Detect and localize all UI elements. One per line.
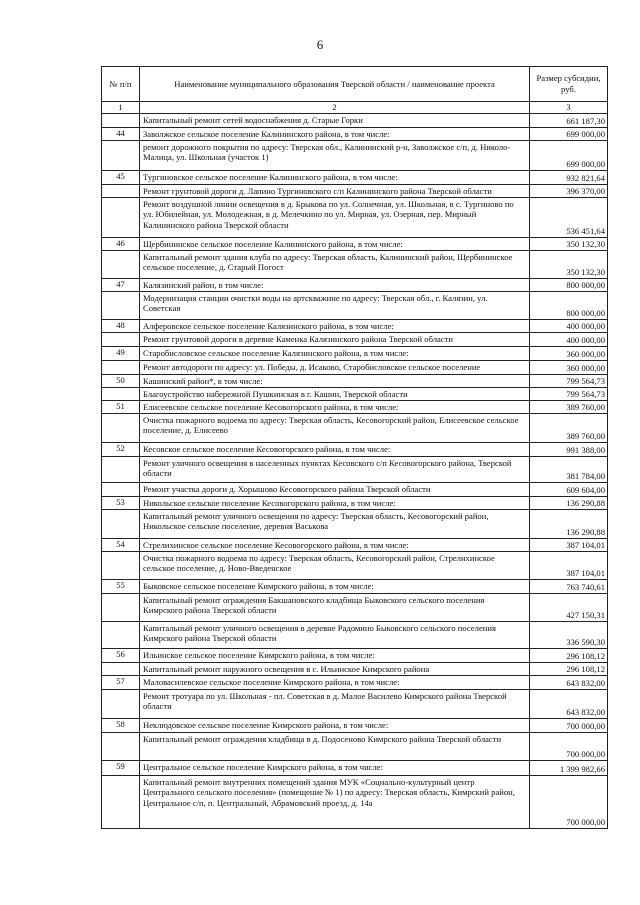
- row-number: 56: [102, 648, 140, 662]
- row-number: [102, 197, 140, 237]
- table-row: [102, 140, 608, 170]
- table-row: [102, 689, 608, 718]
- row-amount: 387 104,01: [530, 551, 608, 579]
- row-name: Капитальный ремонт внутренних помещений здания МУК «Социально-культурный центр Центрального сельского поселения» (помещение № 1) по адресу: Тверская область, Кимрский район, Центральное с/п, п. Центральный, Абрамовский проезд, д. 14а: [140, 775, 530, 828]
- row-name: Капитальный ремонт уличного освещения по адресу: Тверская область, Кесовогорский район, Никольское сельское поселение, деревня Васькова: [140, 509, 530, 538]
- row-name: Елисеевское сельское поселение Кесовогорского района, в том числе:: [140, 400, 530, 413]
- table-row: [102, 127, 608, 140]
- row-number: [102, 184, 140, 197]
- row-name: ремонт дорожного покрытия по адресу: Тверская обл., Калининский р-н, Заволжское с/п, д. Николо-Малица, ул. Школьная (участок 1): [140, 140, 530, 170]
- row-number: 54: [102, 538, 140, 551]
- row-name: Капитальный ремонт наружного освещения в с. Ильинское Кимрского района: [140, 662, 530, 675]
- table-row: [102, 482, 608, 496]
- row-number: [102, 621, 140, 648]
- row-amount: 360 000,00: [530, 360, 608, 374]
- table-row: [102, 775, 608, 828]
- subsidy-table: [101, 66, 608, 829]
- table-row: [102, 442, 608, 456]
- row-amount: 661 187,30: [530, 113, 608, 127]
- row-amount: 360 000,00: [530, 346, 608, 360]
- table-row: [102, 760, 608, 775]
- row-name: Старобисловское сельское поселение Калязинского района, в том числе:: [140, 346, 530, 360]
- row-amount: 932 821,64: [530, 170, 608, 184]
- row-amount: 700 000,00: [530, 732, 608, 760]
- table-index-row: [102, 102, 608, 114]
- row-name: Ремонт грунтовой дороги д. Лапино Тургиновского с/п Калининского района Тверской области: [140, 184, 530, 197]
- row-amount: 699 000,00: [530, 140, 608, 170]
- row-amount: 643 832,00: [530, 689, 608, 718]
- row-amount: 427 150,31: [530, 593, 608, 621]
- row-name: Благоустройство набережной Пушкинская в г. Кашин, Тверской области: [140, 387, 530, 400]
- row-name: Ремонт грунтовой дороги в деревне Каменка Калязинского района Тверской области: [140, 332, 530, 346]
- header-amount: Размер субсидии, руб.: [530, 67, 608, 102]
- row-name: Быковское сельское поселение Кимрского района, в том числе:: [140, 579, 530, 593]
- table-row: [102, 456, 608, 482]
- row-number: [102, 482, 140, 496]
- table-row: [102, 509, 608, 538]
- table-row: [102, 400, 608, 413]
- table-row: [102, 184, 608, 197]
- row-name: Модернизация станции очистки воды на артскважине по адресу: Тверская обл., г. Калязин, ул. Советская: [140, 291, 530, 319]
- row-name: Алферовское сельское поселение Калязинского района, в том числе:: [140, 319, 530, 332]
- table-row: [102, 593, 608, 621]
- row-number: [102, 732, 140, 760]
- row-number: [102, 551, 140, 579]
- row-number: [102, 332, 140, 346]
- row-amount: 643 832,00: [530, 675, 608, 689]
- row-number: [102, 456, 140, 482]
- row-name: Капитальный ремонт здания клуба по адресу: Тверская область, Калининский район, Щербининское сельское поселение, д. Старый Погост: [140, 250, 530, 278]
- table-row: [102, 278, 608, 291]
- table-row: [102, 170, 608, 184]
- header-name: Наименование муниципального образования Тверской области / наименование проекта: [140, 67, 530, 102]
- row-amount: 699 000,00: [530, 127, 608, 140]
- table-row: [102, 291, 608, 319]
- row-name: Ильинское сельское поселение Кимрского района, в том числе:: [140, 648, 530, 662]
- table-header-row: [102, 67, 608, 102]
- table-row: [102, 718, 608, 732]
- row-number: [102, 662, 140, 675]
- row-number: 44: [102, 127, 140, 140]
- table-row: [102, 413, 608, 442]
- row-number: 48: [102, 319, 140, 332]
- table-row: [102, 319, 608, 332]
- table-row: [102, 551, 608, 579]
- row-amount: 381 784,00: [530, 456, 608, 482]
- row-amount: 136 290,88: [530, 509, 608, 538]
- row-number: 59: [102, 760, 140, 775]
- row-number: 47: [102, 278, 140, 291]
- index-1: 1: [102, 102, 140, 114]
- row-number: 52: [102, 442, 140, 456]
- row-number: [102, 291, 140, 319]
- table-row: [102, 113, 608, 127]
- row-name: Тургиновское сельское поселение Калининского района, в том числе:: [140, 170, 530, 184]
- row-number: [102, 140, 140, 170]
- table-row: [102, 250, 608, 278]
- row-name: Очистка пожарного водоема по адресу: Тверская область, Кесовогорский район, Стрелихинское сельское поселение, д. Ново-Введенское: [140, 551, 530, 579]
- row-amount: 700 000,00: [530, 718, 608, 732]
- row-number: [102, 509, 140, 538]
- row-amount: 296 108,12: [530, 648, 608, 662]
- row-name: Кесовское сельское поселение Кесовогорского района, в том числе:: [140, 442, 530, 456]
- row-amount: 763 740,61: [530, 579, 608, 593]
- row-amount: 800 000,00: [530, 278, 608, 291]
- table-row: [102, 648, 608, 662]
- index-2: 2: [140, 102, 530, 114]
- table-row: [102, 237, 608, 250]
- page-number: 6: [316, 37, 324, 52]
- row-amount: 536 451,64: [530, 197, 608, 237]
- row-amount: 609 604,00: [530, 482, 608, 496]
- row-amount: 1 399 982,66: [530, 760, 608, 775]
- row-number: 58: [102, 718, 140, 732]
- row-number: 53: [102, 496, 140, 509]
- row-number: [102, 360, 140, 374]
- row-amount: 296 108,12: [530, 662, 608, 675]
- row-amount: 799 564,73: [530, 387, 608, 400]
- row-name: Ремонт уличного освещения в населенных пунктах Кесовского с/п Кесовогорского района, Тверской области: [140, 456, 530, 482]
- row-number: 55: [102, 579, 140, 593]
- row-number: [102, 113, 140, 127]
- row-amount: 400 000,00: [530, 332, 608, 346]
- row-number: [102, 250, 140, 278]
- row-number: [102, 593, 140, 621]
- row-name: Калязинский район, в том числе:: [140, 278, 530, 291]
- row-name: Капитальный ремонт сетей водоснабжения д. Старые Горки: [140, 113, 530, 127]
- row-amount: 389 760,00: [530, 413, 608, 442]
- row-name: Ремонт тротуара по ул. Школьная - пл. Советская в д. Малое Василево Кимрского района Тверской области: [140, 689, 530, 718]
- row-name: Щербининское сельское поселение Калининского района, в том числе:: [140, 237, 530, 250]
- row-number: 46: [102, 237, 140, 250]
- row-amount: 350 132,30: [530, 250, 608, 278]
- table-row: [102, 675, 608, 689]
- row-amount: 389 760,00: [530, 400, 608, 413]
- row-amount: 400 000,00: [530, 319, 608, 332]
- row-amount: 396 370,00: [530, 184, 608, 197]
- row-number: 57: [102, 675, 140, 689]
- row-amount: 799 564,73: [530, 374, 608, 387]
- table-row: [102, 374, 608, 387]
- row-name: Стрелихинское сельское поселение Кесовогорского района, в том числе:: [140, 538, 530, 551]
- row-name: Заволжское сельское поселение Калининского района, в том числе:: [140, 127, 530, 140]
- row-name: Ремонт автодороги по адресу: ул. Победы, д. Исаково, Старобисловское сельское поселение: [140, 360, 530, 374]
- row-amount: 800 000,00: [530, 291, 608, 319]
- table-row: [102, 732, 608, 760]
- index-3: 3: [530, 102, 608, 114]
- table-row: [102, 360, 608, 374]
- row-name: Неклюдовское сельское поселение Кимрского района, в том числе:: [140, 718, 530, 732]
- row-name: Капитальный ремонт ограждения кладбища в д. Подосеново Кимрского района Тверской области: [140, 732, 530, 760]
- header-num: № п/п: [102, 67, 140, 102]
- table-row: [102, 332, 608, 346]
- row-number: 45: [102, 170, 140, 184]
- row-number: [102, 387, 140, 400]
- table-row: [102, 662, 608, 675]
- table-row: [102, 538, 608, 551]
- row-name: Ремонт участка дороги д. Хорышово Кесовогорского района Тверской области: [140, 482, 530, 496]
- row-name: Капитальный ремонт ограждения Бакшановского кладбища Быковского сельского поселения Кимрского района Тверской области: [140, 593, 530, 621]
- row-number: 50: [102, 374, 140, 387]
- row-number: [102, 413, 140, 442]
- row-number: [102, 689, 140, 718]
- table-row: [102, 197, 608, 237]
- table-row: [102, 496, 608, 509]
- row-number: 51: [102, 400, 140, 413]
- table-row: [102, 387, 608, 400]
- row-amount: 336 590,30: [530, 621, 608, 648]
- row-name: Капитальный ремонт уличного освещения в деревне Радомино Быковского сельского поселения Кимрского района Тверской области: [140, 621, 530, 648]
- row-amount: 700 000,00: [530, 775, 608, 828]
- row-number: 49: [102, 346, 140, 360]
- row-name: Никольское сельское поселение Кесовогорского района, в том числе:: [140, 496, 530, 509]
- table-row: [102, 346, 608, 360]
- row-number: [102, 775, 140, 828]
- row-amount: 991 388,00: [530, 442, 608, 456]
- table-row: [102, 579, 608, 593]
- row-amount: 136 290,88: [530, 496, 608, 509]
- row-name: Кашинский район*, в том числе:: [140, 374, 530, 387]
- table-row: [102, 621, 608, 648]
- row-amount: 350 132,30: [530, 237, 608, 250]
- row-name: Маловасилевское сельское поселение Кимрского района, в том числе:: [140, 675, 530, 689]
- row-name: Центральное сельское поселение Кимрского района, в том числе:: [140, 760, 530, 775]
- row-amount: 387 104,01: [530, 538, 608, 551]
- row-name: Ремонт воздушной линии освещения в д. Брыкова по ул. Солнечная, ул. Школьная, в с. Тургиново по ул. Юбилейная, ул. Молодежная, в д. Мелечкино по ул. Мирная, ул. Озерная, пер. Мирный Калининского района Тверской области: [140, 197, 530, 237]
- row-name: Очистка пожарного водоема по адресу: Тверская область, Кесовогорский район, Елисеевское сельское поселение, д. Елисеево: [140, 413, 530, 442]
